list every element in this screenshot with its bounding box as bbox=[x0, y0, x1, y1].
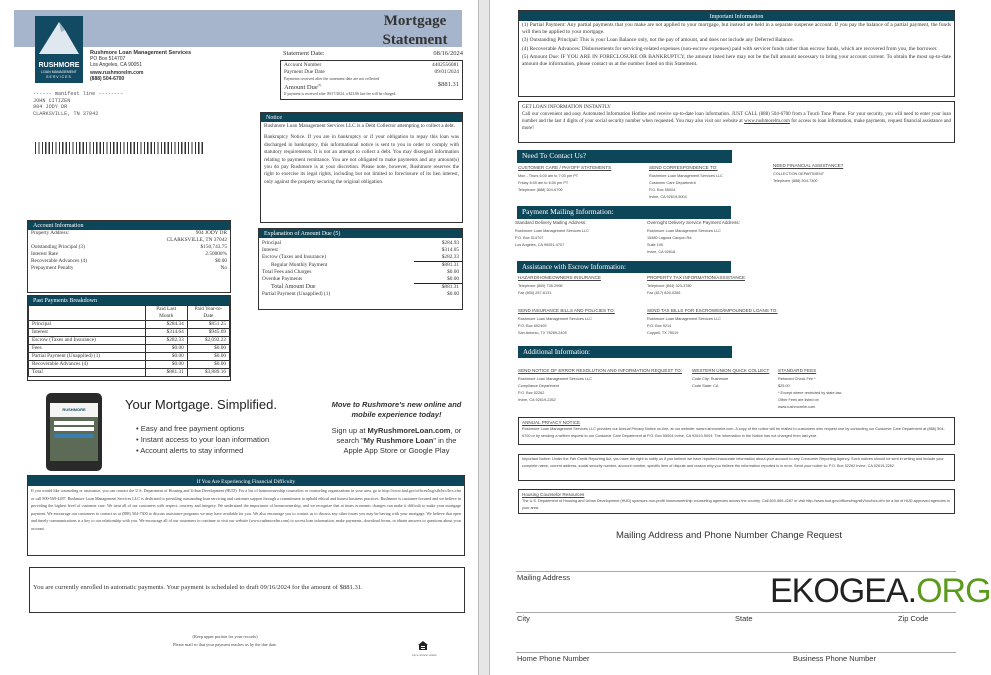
customer-care-info bbox=[518, 164, 611, 194]
info-line: Telephone (800) 735-2998 bbox=[518, 284, 563, 288]
table-row: Interest $314.64 $945.69 bbox=[29, 329, 230, 337]
account-info-row: Property Address: 904 JODY DR bbox=[31, 230, 227, 236]
info-line: Other Fees are listed on bbox=[778, 398, 819, 402]
property-tax-contact bbox=[647, 274, 745, 297]
info-line: Rushmore Loan Management Services LLC bbox=[518, 377, 592, 381]
info-line: SEND CORRESPONDENCE TO: bbox=[649, 165, 718, 170]
info-line: Code State: CA bbox=[692, 384, 719, 388]
phone-app-image: RUSHMORE bbox=[46, 393, 102, 471]
website-link[interactable]: www.rushmorelm.com bbox=[744, 119, 790, 124]
account-info-row: Outstanding Principal (3) $150,743.75 bbox=[31, 244, 227, 250]
mailing-address-field[interactable]: Mailing Address bbox=[517, 573, 570, 582]
info-line: Telephone (888) 504-7300 bbox=[773, 179, 818, 183]
mountain-icon bbox=[35, 16, 83, 56]
western-union-info bbox=[692, 367, 769, 390]
info-line: www.rushmorelm.com bbox=[778, 405, 816, 409]
financial-difficulty-box: If You Are Experiencing Financial Difficulty If you would like counseling or assistance, you can contact the U.S. Department of Housing and Urban Development (HUD). For a list of homeownership counselors or counseling organizations in your area, go to http://www.hud.gov/offices/hsg/sfh/hcc/hcs.cfm or call 800-569-4287. Rushmore Loan Management Services LLC is dedicated to providing outstanding loan servicing and customer support through a commitment to uphold ethical and honest business practices. Rushmore is customer-focused and we believe in providing the highest level of customer care. We treat all of our customers with respect, courtesy and integrity. We understand the importance of homeownership, and we recognize that at times economic changes can make it difficult to make your mortgage payment. We encourage our customers to contact us at (888) 504-7300 to discuss assistance programs we may have available for you. We also encourage you to contact us to discuss any other issues you may be having with your mortgage. We believe that open and timely communications is a key to our relationship with you. We encourage all of our customers to continue to visit our website (www.rushmorelm.com) to access loan information, make payments, download forms, or obtain answers to questions about your account. bbox=[27, 475, 465, 556]
info-line: 15480 Laguna Canyon Rd. bbox=[647, 236, 693, 240]
info-line: SEND NOTICE OF ERROR RESOLUTION AND INFORMATION REQUEST TO: bbox=[518, 368, 683, 373]
table-row: Partial Payment (Unapplied) (1) $0.00 $0.00 bbox=[29, 353, 230, 361]
home-phone-field[interactable]: Home Phone Number bbox=[517, 654, 590, 663]
info-line: Rushmore Loan Management Services LLC bbox=[518, 317, 592, 321]
explanation-row: Escrow (Taxes and Insurance) $282.33 bbox=[259, 254, 462, 262]
footer-note: (Keep upper portion for your records) Please mail so that your payment reaches us by the due date. bbox=[172, 634, 278, 647]
recipient-address: ------ manifest line -------- JOHN CITIZEN 904 JODY DR CLARKSVILLE, TN 37042 bbox=[33, 91, 124, 117]
info-line: Irvine, CA 92618 bbox=[647, 250, 676, 254]
get-loan-info-box: GET LOAN INFORMATION INSTANTLY Call our convenient and easy Automated Information Hotline and receive up-to-date loan information. JUST CALL (888) 504-6700 from a Touch Tone Phone. For your security, you will need to enter your loan number and the last 4 digits of your social security number when requested. You may also visit our website at www.rushmorelm.com for access to loan information, make payments, request financial assistance and more! bbox=[518, 101, 955, 143]
info-line: Coppell, TX 75019 bbox=[647, 331, 679, 335]
info-line: WESTERN UNION QUICK COLLECT bbox=[692, 368, 770, 373]
past-payments-breakdown: Past Payments Breakdown Paid Last Month Paid Year-to-Date Principal $284.34 $851.25 Interest $314.64 $945.69 Escrow (Taxes and Insurance) $282.33 $2,092.22 Fees $0.00 $0.00 Partial Payment (Unapplied) (1) $0.00 $0.00 Recoverable Advances (4) $0.00 $0.00 Total $881.31 $3,889.16 bbox=[27, 295, 231, 381]
past-payments-table: Paid Last Month Paid Year-to-Date Principal $284.34 $851.25 Interest $314.64 $945.69 Escrow (Taxes and Insurance) $282.33 $2,092.22 Fees $0.00 $0.00 Partial Payment (Unapplied) (1) $0.00 $0.00 Recoverable Advances (4) $0.00 $0.00 Total $881.31 $3,889.16 bbox=[28, 305, 230, 377]
fcra-notice-box: Important Notice: Under the Fair Credit Reporting Act, you have the right to notify us if you believe we have reported inaccurate information about your account to any Consumer Reporting Agency. Such notices should be sent in writing and include your complete name, current address, social security number, account number, specific item of dispute and reason why you believe the information reported is in error. Send your notice to: P.O. Box 52262 Irvine, CA 92619-2262. bbox=[518, 454, 955, 481]
info-line: Code City: Rushmore bbox=[692, 377, 729, 381]
tax-bills-address bbox=[647, 307, 778, 337]
page-title: Mortgage Statement bbox=[382, 13, 448, 48]
account-information: Account Information Property Address: 904 JODY DR CLARKSVILLE, TN 37042 Outstanding Principal (3) $150,743.75 Interest Rate 2.50000% Recoverable Advances (4) $0.00 Prepayment Penalty No bbox=[27, 220, 231, 293]
info-line: Overnight Delivery Service Payment Address: bbox=[647, 220, 740, 225]
info-line: PROPERTY TAX INFORMATION/ASSISTANCE bbox=[647, 275, 746, 280]
info-line: Fax (817) 826-0265 bbox=[647, 291, 681, 295]
explanation-table bbox=[259, 240, 462, 298]
important-information: Important Information (1) Partial Payment: Any partial payments that you make are not applied to your mortgage, but instead are held in a separate suspense account. If you pay the balance of a partial payment, the funds will then be applied to your mortgage. (3) Outstanding Principal: This is your Loan Balance only, not the pay of amount, and does not include any Deferred Balance. (4) Recoverable Advances: Disbursements for servicing-related expenses (non-escrow expenses) paid with servicer funds rather than escrow funds, which are recovered from you, the borrower. (5) Amount Due: IF YOU ARE IN FORECLOSURE OR BANKRUPTCY, the amount listed here may not be the full amount necessary to bring your account current. To obtain the most up-to-date amount due information, please contact us at the number listed on this Statement. bbox=[518, 10, 955, 97]
table-row: Recoverable Advances (4) $0.00 $0.00 bbox=[29, 361, 230, 369]
watermark: EKOGEA.ORG bbox=[770, 572, 991, 610]
info-line: COLLECTION DEPARTMENT bbox=[773, 172, 825, 176]
additional-header: Additional Information: bbox=[518, 346, 732, 358]
payment-mailing-header: Payment Mailing Information: bbox=[517, 206, 731, 219]
notice-box: Notice Rushmore Loan Management Services LLC is a Debt Collector attempting to collect a debt. Bankruptcy Notice. If you are in bankruptcy or if your obligation to repay this loan was discharged in bankruptcy, this informational notice is sent to you in order to comply with statutory requirements. It is not an attempt to collect a debt. You may disregard information relating to payment remittance. You are not obligated to make payments and any amount(s) you do pay Rushmore is at your discretion. Please note, however, Rushmore reserves the right to exercise its legal rights, including but not limited to foreclosure of its lien interest, only against the property securing the original obligation. bbox=[260, 112, 463, 223]
state-field[interactable]: State bbox=[735, 614, 753, 623]
ad-headline: Your Mortgage. Simplified. bbox=[125, 397, 277, 412]
business-phone-field[interactable]: Business Phone Number bbox=[793, 654, 876, 663]
info-line: Telephone (844) 323-3780 bbox=[647, 284, 692, 288]
escrow-header: Assistance with Escrow Information: bbox=[517, 261, 731, 273]
info-line: Customer Care Department bbox=[649, 181, 696, 185]
account-info-row: Interest Rate 2.50000% bbox=[31, 251, 227, 257]
info-line: Rushmore Loan Management Services LLC bbox=[647, 229, 721, 233]
standard-fees bbox=[778, 367, 858, 411]
financial-assistance-info bbox=[773, 162, 843, 185]
standard-mailing-address bbox=[515, 219, 589, 249]
info-line: STANDARD FEES bbox=[778, 368, 817, 373]
correspondence-info bbox=[649, 164, 723, 201]
error-notice-address bbox=[518, 367, 682, 404]
explanation-row: Overdue Payments $0.00 bbox=[259, 276, 462, 284]
table-row: Fees $0.00 $0.00 bbox=[29, 345, 230, 353]
info-line: Standard Delivery Mailing Address: bbox=[515, 220, 587, 225]
info-line: NEED FINANCIAL ASSISTANCE? bbox=[773, 163, 844, 168]
explanation-of-amount-due: Explanation of Amount Due (5) Principal $284.93 Interest $314.05 Escrow (Taxes and Insurance) $282.33 Regular Monthly Payment $881.31 Total Fees and Charges $0.00 Overdue Payments $0.00 Total Amount Due $881.31 Partial Payment (Unapplied) (1) $0.00 bbox=[258, 228, 463, 310]
info-line: P.O. Box 9214 bbox=[647, 324, 672, 328]
statement-date: Statement Date: 08/16/2024 bbox=[283, 50, 463, 57]
info-line: Compliance Department bbox=[518, 384, 559, 388]
info-line: HAZARD/HOMEOWNERS INSURANCE bbox=[518, 275, 601, 280]
info-line: Rushmore Loan Management Services LLC bbox=[647, 317, 721, 321]
explanation-row: Principal $284.93 bbox=[262, 240, 459, 246]
account-info-row: Recoverable Advances (4) $0.00 bbox=[31, 258, 227, 264]
info-line: CUSTOMER CARE / PAYOFF STATEMENTS bbox=[518, 165, 612, 170]
info-line: SEND TAX BILLS FOR ESCROWED/IMPOUNDED LOANS TO: bbox=[647, 308, 778, 313]
company-info: Rushmore Loan Management Services PO Box 514707 Los Angeles, CA 90051 www.rushmorelm.com (888) 504-6700 bbox=[90, 50, 192, 82]
info-line: Rushmore Loan Management Services LLC bbox=[649, 174, 723, 178]
housing-counselor-box: Housing Counselor Resources The U.S. Department of Housing and Urban Development (HUD) sponsors non-profit homeownership counseling agencies across the country. Call 800-569-4287 or visit http://www.hud.gov/offices/hsg/sfh/hcc/hcs.cfm for a list of HUD-approved agencies in your area. bbox=[518, 489, 955, 514]
info-line: * Except where restricted by state law bbox=[778, 391, 842, 395]
privacy-notice-box: ANNUAL PRIVACY NOTICE Rushmore Loan Management Services LLC provides our Annual Privacy Notice on-line, at our website: www.rushmorelm.com. A copy of the notice will be mailed to customers who request one by contacting our Customer Care Department at (888) 504-6700 or by sending a written request to our Customer Care Department at P.O. Box 55004 Irvine, CA 92619-5004. The information in the Notice has not changed from last year. bbox=[518, 417, 955, 445]
explanation-row: Regular Monthly Payment $881.31 bbox=[271, 261, 459, 268]
zip-code-field[interactable]: Zip Code bbox=[898, 614, 929, 623]
ad-signup: Move to Rushmore's new online and mobile experience today! Sign up at MyRushmoreLoan.com, or search "My Rushmore Loan" in the Apple App Store or Google Play bbox=[331, 400, 462, 455]
page-gutter bbox=[478, 0, 490, 675]
info-line: Irvine, CA 92619-5004 bbox=[649, 195, 687, 199]
city-field[interactable]: City bbox=[517, 614, 530, 623]
info-line: Returned Check Fee * bbox=[778, 377, 816, 381]
contact-header: Need To Contact Us? bbox=[517, 150, 732, 163]
info-line: SEND INSURANCE BILLS AND POLICIES TO: bbox=[518, 308, 615, 313]
explanation-row: Partial Payment (Unapplied) (1) $0.00 bbox=[262, 291, 459, 297]
table-row: Escrow (Taxes and Insurance) $282.33 $2,092.22 bbox=[29, 337, 230, 345]
info-line: Suite 100 bbox=[647, 243, 664, 247]
info-line: Friday 6:00 am to 6:00 pm PT bbox=[518, 181, 569, 185]
info-line: San Antonio, TX 78269-2409 bbox=[518, 331, 567, 335]
equal-housing-icon: EQUAL HOUSING LENDER bbox=[412, 637, 434, 658]
insurance-bills-address bbox=[518, 307, 615, 337]
postal-barcode bbox=[35, 142, 205, 154]
account-info-row: Prepayment Penalty No bbox=[31, 265, 227, 271]
info-line: P.O. Box 514707 bbox=[515, 236, 544, 240]
autopay-notice: You are currently enrolled in automatic payments. Your payment is scheduled to draft 09/16/2024 for the amount of $881.31. bbox=[29, 567, 465, 613]
info-line: Mon - Thurs 6:00 am to 7:00 pm PT bbox=[518, 174, 579, 178]
info-line: Rushmore Loan Management Services LLC bbox=[515, 229, 589, 233]
account-summary-box: Account Number 4402556081 Payment Due Date 09/01/2024 Payments received after the statement date are not reflected Amount Due$^{(5)}$ $881.31 If payment is received after 09/17/2024, a $23.86 late fee will be charged. bbox=[280, 60, 463, 100]
explanation-row: Total Fees and Charges $0.00 bbox=[262, 269, 459, 275]
explanation-row: Total Amount Due $881.31 bbox=[271, 283, 459, 290]
info-line: Telephone (888) 504-6700 bbox=[518, 188, 563, 192]
info-line: P.O. Box 692409 bbox=[518, 324, 547, 328]
change-request-title: Mailing Address and Phone Number Change Request bbox=[615, 530, 843, 541]
signup-link[interactable]: MyRushmoreLoan.com bbox=[367, 426, 451, 435]
explanation-row: Interest $314.05 bbox=[262, 247, 459, 253]
account-info-table bbox=[28, 230, 230, 272]
rushmore-logo: RUSHMORE LOAN MANAGEMENT SERVICES bbox=[35, 16, 83, 83]
info-line: $25.00 bbox=[778, 384, 790, 388]
table-row: Total $881.31 $3,889.16 bbox=[29, 369, 230, 377]
account-info-row: CLARKSVILLE, TN 37042 bbox=[166, 237, 227, 243]
info-line: Irvine, CA 92619-2262 bbox=[518, 398, 556, 402]
ad-bullets: • Easy and free payment options • Instant access to your loan information • Account alerts to stay informed bbox=[136, 424, 270, 455]
info-line: Los Angeles, CA 90051-4707 bbox=[515, 243, 565, 247]
info-line: P.O. Box 52262 bbox=[518, 391, 545, 395]
overnight-mailing-address bbox=[647, 219, 740, 256]
info-line: P.O. Box 55004 bbox=[649, 188, 676, 192]
info-line: Fax (800) 257-6131 bbox=[518, 291, 552, 295]
table-row: Principal $284.34 $851.25 bbox=[29, 321, 230, 329]
insurance-contact bbox=[518, 274, 601, 297]
